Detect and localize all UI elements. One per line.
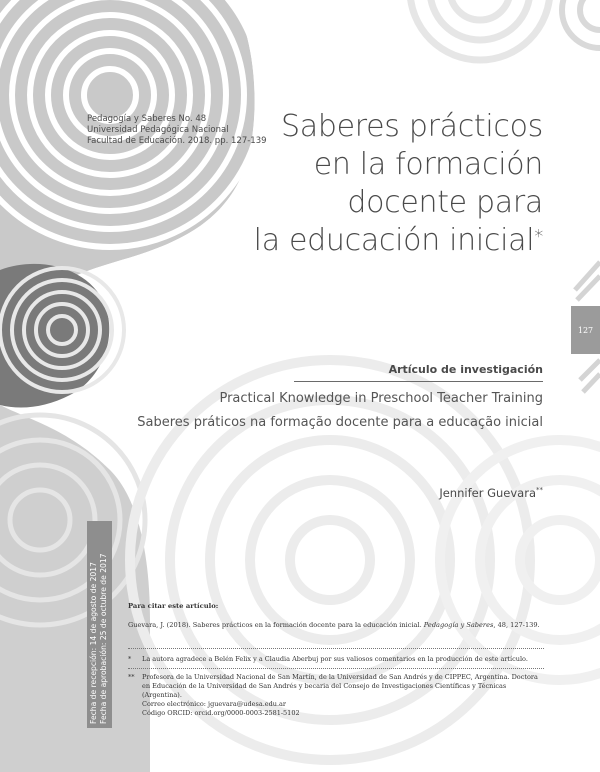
footnote-1-mark: * — [128, 655, 132, 663]
author — [439, 486, 543, 500]
subtitle-english: Practical Knowledge in Preschool Teacher Training — [219, 391, 543, 406]
title-line-4-text: la educación inicial — [253, 223, 535, 258]
article-title — [213, 108, 543, 260]
footnote-2-text: Profesora de la Universidad Nacional de San Martín, de la Universidad de San Andrés y de CIPPEC, Argentina. Doctora en Educación de la Universidad de San Andrés y becaria del Consejo de Investigaciones Científicas y Técnicas (Argentina). — [142, 673, 538, 699]
dates-text — [87, 521, 112, 728]
footnote-2 — [128, 673, 544, 718]
footnote-2-mark: ** — [128, 673, 135, 681]
author-name: Jennifer Guevara — [439, 486, 536, 500]
approved-date: Fecha de aprobación: 25 de octubre de 2017 — [99, 553, 108, 724]
citation-journal: Pedagogía y Saberes — [423, 621, 494, 629]
title-divider — [294, 381, 543, 382]
citation-suffix: , 48, 127-139. — [493, 621, 540, 629]
title-line-1: Saberes prácticos — [281, 109, 543, 144]
journal-issue: Pedagogía y Saberes No. 48 — [87, 114, 207, 124]
footnote-divider — [128, 648, 544, 649]
citation-heading: Para citar este artículo: — [128, 602, 219, 610]
page-number-tab — [571, 306, 600, 354]
title-line-3: docente para — [347, 185, 543, 220]
footnote-1 — [128, 655, 544, 664]
title-line-2: en la formación — [313, 147, 543, 182]
page-number: 127 — [577, 325, 594, 335]
journal-university: Universidad Pedagógica Nacional — [87, 125, 229, 135]
footnote-2-email: Correo electrónico: jguevara@udesa.edu.ar — [142, 700, 286, 708]
article-type: Artículo de investigación — [388, 363, 543, 376]
author-footnote-marker: ** — [536, 486, 543, 494]
footnote-2-orcid: Código ORCID: orcid.org/0000-0003-2581-5102 — [142, 709, 300, 717]
title-line-4 — [213, 222, 543, 260]
footnote-1-text: La autora agradece a Belén Felix y a Claudia Aberbuj por sus valiosos comentarios en la producción de este artículo. — [142, 655, 528, 663]
footnote-divider-2 — [128, 668, 544, 669]
citation-block — [128, 602, 548, 630]
footnote-2-body — [142, 673, 544, 718]
citation-prefix: Guevara, J. (2018). Saberes prácticos en la formación docente para la educación inicial. — [128, 621, 424, 629]
received-date: Fecha de recepción: 14 de agosto de 2017 — [89, 562, 98, 724]
subtitle-portuguese: Saberes práticos na formação docente para a educação inicial — [137, 415, 543, 430]
title-footnote-marker: * — [534, 226, 543, 247]
journal-faculty: Facultad de Educación. 2018. pp. 127-139 — [87, 136, 267, 146]
citation-text — [128, 621, 548, 630]
